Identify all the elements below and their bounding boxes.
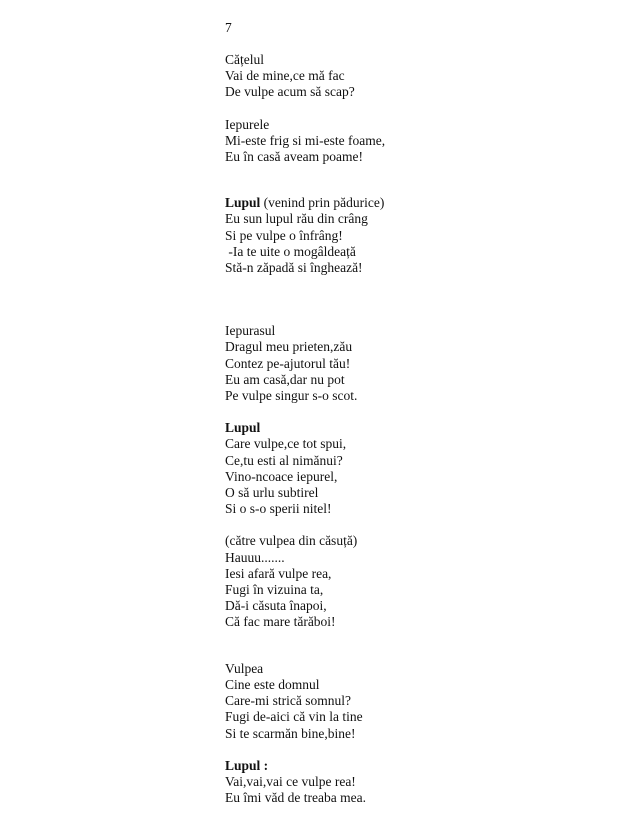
text-line: Vai de mine,ce mă fac <box>225 68 345 84</box>
stanza-iepurele <box>225 117 605 166</box>
play-text <box>225 52 605 806</box>
stanza-iepurasul <box>225 323 605 404</box>
text-line: Cățelul <box>225 52 264 67</box>
speaker-name: Lupul <box>225 195 261 211</box>
text-line: Ce,tu esti al nimănui? <box>225 452 343 468</box>
text-line: Eu am casă,dar nu pot <box>225 371 345 387</box>
text-line: Si pe vulpe o înfrâng! <box>225 227 343 243</box>
stanza-lupul-2 <box>225 420 605 517</box>
text-line: Care-mi strică somnul? <box>225 693 351 709</box>
text-line: Vulpea <box>225 660 264 676</box>
text-line: Si te scarmăn bine,bine! <box>225 725 356 741</box>
stanza-lupul-1 <box>225 195 605 276</box>
text-line: Eu în casă aveam poame! <box>225 149 363 165</box>
text-line: De vulpe acum să scap? <box>225 84 355 100</box>
page-number: 7 <box>225 20 232 35</box>
text-line: Stă-n zăpadă si înghează! <box>225 260 363 276</box>
text-line: Pe vulpe singur s-o scot. <box>225 388 358 404</box>
text-line: Dragul meu prieten,zău <box>225 339 353 355</box>
stanza-lupul-4 <box>225 758 605 807</box>
text-line: Vai,vai,vai ce vulpe rea! <box>225 773 356 789</box>
text-line: Eu sun lupul rău din crâng <box>225 211 368 227</box>
text-line: Eu îmi văd de treaba mea. <box>225 790 366 806</box>
text-line: -Ia te uite o mogâldeață <box>225 243 356 259</box>
text-line: Vino-ncoace iepurel, <box>225 468 338 484</box>
text-line: Că fac mare tărăboi! <box>225 614 336 630</box>
stanza-lupul-3 <box>225 533 605 630</box>
text-line: Care vulpe,ce tot spui, <box>225 436 347 452</box>
stage-direction: (venind prin pădurice) <box>260 195 385 211</box>
speaker-name: Lupul : <box>225 757 269 773</box>
text-line: Dă-i căsuta înapoi, <box>225 598 327 614</box>
text-line: Mi-este frig si mi-este foame, <box>225 132 386 148</box>
speaker-name: Lupul <box>225 420 261 436</box>
text-line: Fugi în vizuina ta, <box>225 582 324 598</box>
text-line: Hauuu....... <box>225 549 285 565</box>
stanza-vulpea <box>225 661 605 742</box>
speaker-line <box>225 195 605 211</box>
text-line: Fugi de-aici că vin la tine <box>225 709 363 725</box>
text-line: Si o s-o sperii nitel! <box>225 501 332 517</box>
text-line: Contez pe-ajutorul tău! <box>225 355 351 371</box>
text-line: Cine este domnul <box>225 676 320 692</box>
stanza-catelul <box>225 52 605 101</box>
text-line: Iepurasul <box>225 323 276 339</box>
text-line: Iesi afară vulpe rea, <box>225 565 332 581</box>
text-line: (către vulpea din căsuță) <box>225 533 358 549</box>
text-line: O să urlu subtirel <box>225 485 319 501</box>
text-line: Iepurele <box>225 116 270 132</box>
